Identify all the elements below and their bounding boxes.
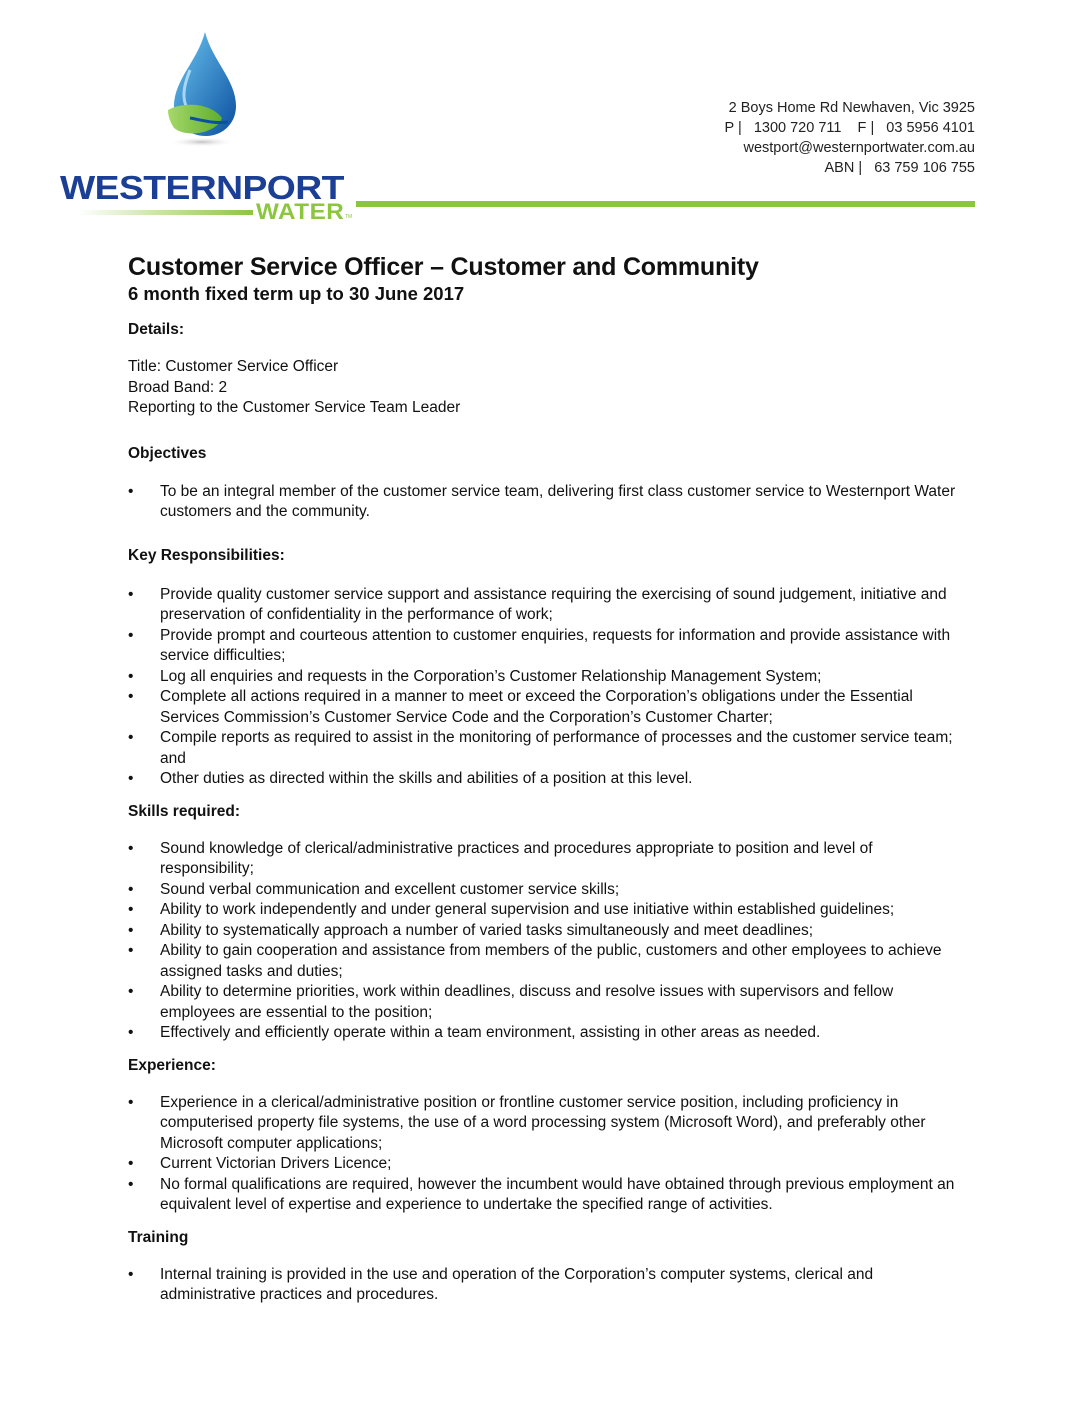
list-item-text: Effectively and efficiently operate within a team environment, assisting in other areas as needed. bbox=[160, 1024, 821, 1041]
bullet-icon: • bbox=[128, 880, 134, 898]
page-title: Customer Service Officer – Customer and Community bbox=[128, 253, 759, 281]
list-item-text: Ability to gain cooperation and assistance from members of the public, customers and other employees to achieve assigned tasks and duties; bbox=[160, 942, 942, 980]
section-heading: Skills required: bbox=[128, 802, 240, 820]
logo-trademark: TM bbox=[345, 214, 353, 220]
details-line-band: Broad Band: 2 bbox=[128, 378, 228, 396]
list-item-text: Sound verbal communication and excellent customer service skills; bbox=[160, 880, 620, 898]
list-item bbox=[128, 585, 958, 626]
bullet-list bbox=[128, 839, 958, 1044]
address: 2 Boys Home Rd Newhaven, Vic 3925 bbox=[728, 100, 975, 116]
section-skills-required bbox=[128, 802, 958, 1044]
list-item bbox=[128, 921, 958, 942]
water-drop-leaf-icon bbox=[160, 30, 240, 150]
bullet-icon: • bbox=[128, 942, 134, 959]
phone-fax: P | 1300 720 711 F | 03 5956 4101 bbox=[724, 120, 975, 136]
list-item-text: Complete all actions required in a manner to meet or exceed the Corporation’s obligations under the Essential Services Commission’s Customer Service Code and the Corporation’s Customer Charter; bbox=[160, 688, 913, 726]
bullet-list bbox=[128, 585, 958, 790]
list-item bbox=[128, 839, 958, 880]
logo-wordmark-water: WATER bbox=[256, 199, 345, 224]
details-heading: Details: bbox=[128, 321, 184, 338]
list-item-text: Current Victorian Drivers Licence; bbox=[160, 1155, 392, 1172]
list-item bbox=[128, 769, 958, 790]
list-item-text: Ability to systematically approach a number of varied tasks simultaneously and meet deadlines; bbox=[160, 921, 814, 939]
section-training bbox=[128, 1228, 958, 1306]
bullet-icon: • bbox=[128, 626, 134, 644]
bullet-icon: • bbox=[128, 1175, 134, 1193]
list-item bbox=[128, 1265, 958, 1306]
bullet-list bbox=[128, 1093, 958, 1216]
section-key-responsibilities bbox=[128, 546, 958, 790]
list-item bbox=[128, 667, 958, 688]
section-heading: Experience: bbox=[128, 1056, 216, 1074]
list-item-text: Ability to determine priorities, work within deadlines, discuss and resolve issues with supervisors and fellow employees are essential to the position; bbox=[160, 983, 894, 1021]
list-item-text: No formal qualifications are required, however the incumbent would have obtained through previous employment an equivalent level of expertise and experience to undertake the specified range of activities. bbox=[160, 1175, 955, 1213]
list-item-text: Internal training is provided in the use and operation of the Corporation’s computer systems, clerical and administrative practices and procedures. bbox=[160, 1265, 874, 1303]
list-item-text: Log all enquiries and requests in the Corporation’s Customer Relationship Management System; bbox=[160, 667, 822, 685]
bullet-icon: • bbox=[128, 1155, 134, 1172]
bullet-icon: • bbox=[128, 983, 134, 1000]
bullet-icon: • bbox=[128, 585, 134, 603]
list-item-text: Provide quality customer service support and assistance requiring the exercising of sound judgement, initiative and preservation of confidentiality in the performance of work; bbox=[160, 585, 947, 623]
bullet-list bbox=[128, 482, 958, 523]
document-body bbox=[128, 252, 958, 1306]
bullet-icon: • bbox=[128, 901, 134, 918]
header-rule bbox=[356, 201, 975, 207]
details-line-reporting: Reporting to the Customer Service Team Leader bbox=[128, 399, 461, 416]
list-item bbox=[128, 900, 958, 921]
bullet-icon: • bbox=[128, 1093, 134, 1111]
list-item bbox=[128, 1154, 958, 1175]
bullet-icon: • bbox=[128, 921, 134, 939]
section-heading: Objectives bbox=[128, 444, 207, 462]
list-item bbox=[128, 941, 958, 982]
contact-block bbox=[725, 98, 975, 178]
logo-fade-bar bbox=[78, 210, 253, 215]
list-item-text: To be an integral member of the customer service team, delivering first class customer service to Westernport Water customers and the community. bbox=[160, 482, 956, 520]
bullet-icon: • bbox=[128, 688, 134, 705]
westernport-water-logo bbox=[60, 30, 360, 224]
list-item-text: Experience in a clerical/administrative position or frontline customer service position, including proficiency in computerised property file systems, the use of a word processing system (Microsoft Word), and preferably other Microsoft computer applications; bbox=[160, 1093, 926, 1152]
section-heading: Training bbox=[128, 1228, 189, 1246]
bullet-icon: • bbox=[128, 770, 134, 787]
abn: ABN | 63 759 106 755 bbox=[824, 160, 975, 176]
list-item-text: Sound knowledge of clerical/administrative practices and procedures appropriate to position and level of responsibility; bbox=[160, 839, 873, 877]
bullet-icon: • bbox=[128, 839, 134, 857]
list-item bbox=[128, 880, 958, 901]
list-item bbox=[128, 687, 958, 728]
bullet-icon: • bbox=[128, 729, 134, 746]
list-item bbox=[128, 626, 958, 667]
list-item-text: Ability to work independently and under general supervision and use initiative within established guidelines; bbox=[160, 901, 895, 918]
list-item-text: Compile reports as required to assist in the monitoring of performance of processes and the customer service team; and bbox=[160, 729, 953, 767]
list-item bbox=[128, 982, 958, 1023]
section-experience bbox=[128, 1056, 958, 1216]
bullet-icon: • bbox=[128, 667, 134, 685]
list-item-text: Other duties as directed within the skills and abilities of a position at this level. bbox=[160, 770, 693, 787]
section-heading: Key Responsibilities: bbox=[128, 546, 285, 564]
section-objectives bbox=[128, 444, 958, 523]
list-item bbox=[128, 728, 958, 769]
list-item bbox=[128, 1175, 958, 1216]
email-link[interactable]: westport@westernportwater.com.au bbox=[743, 140, 975, 156]
list-item-text: Provide prompt and courteous attention to customer enquiries, requests for information and provide assistance with service difficulties; bbox=[160, 626, 951, 664]
bullet-icon: • bbox=[128, 1024, 134, 1041]
list-item bbox=[128, 1093, 958, 1155]
details-line-title: Title: Customer Service Officer bbox=[128, 358, 339, 375]
logo-wordmark-westernport: WESTERNPORT bbox=[60, 169, 344, 206]
details-section bbox=[128, 320, 958, 419]
list-item bbox=[128, 1023, 958, 1044]
bullet-list bbox=[128, 1265, 958, 1306]
page-subtitle: 6 month fixed term up to 30 June 2017 bbox=[128, 283, 465, 304]
bullet-icon: • bbox=[128, 1265, 134, 1283]
list-item bbox=[128, 482, 958, 523]
bullet-icon: • bbox=[128, 482, 134, 500]
